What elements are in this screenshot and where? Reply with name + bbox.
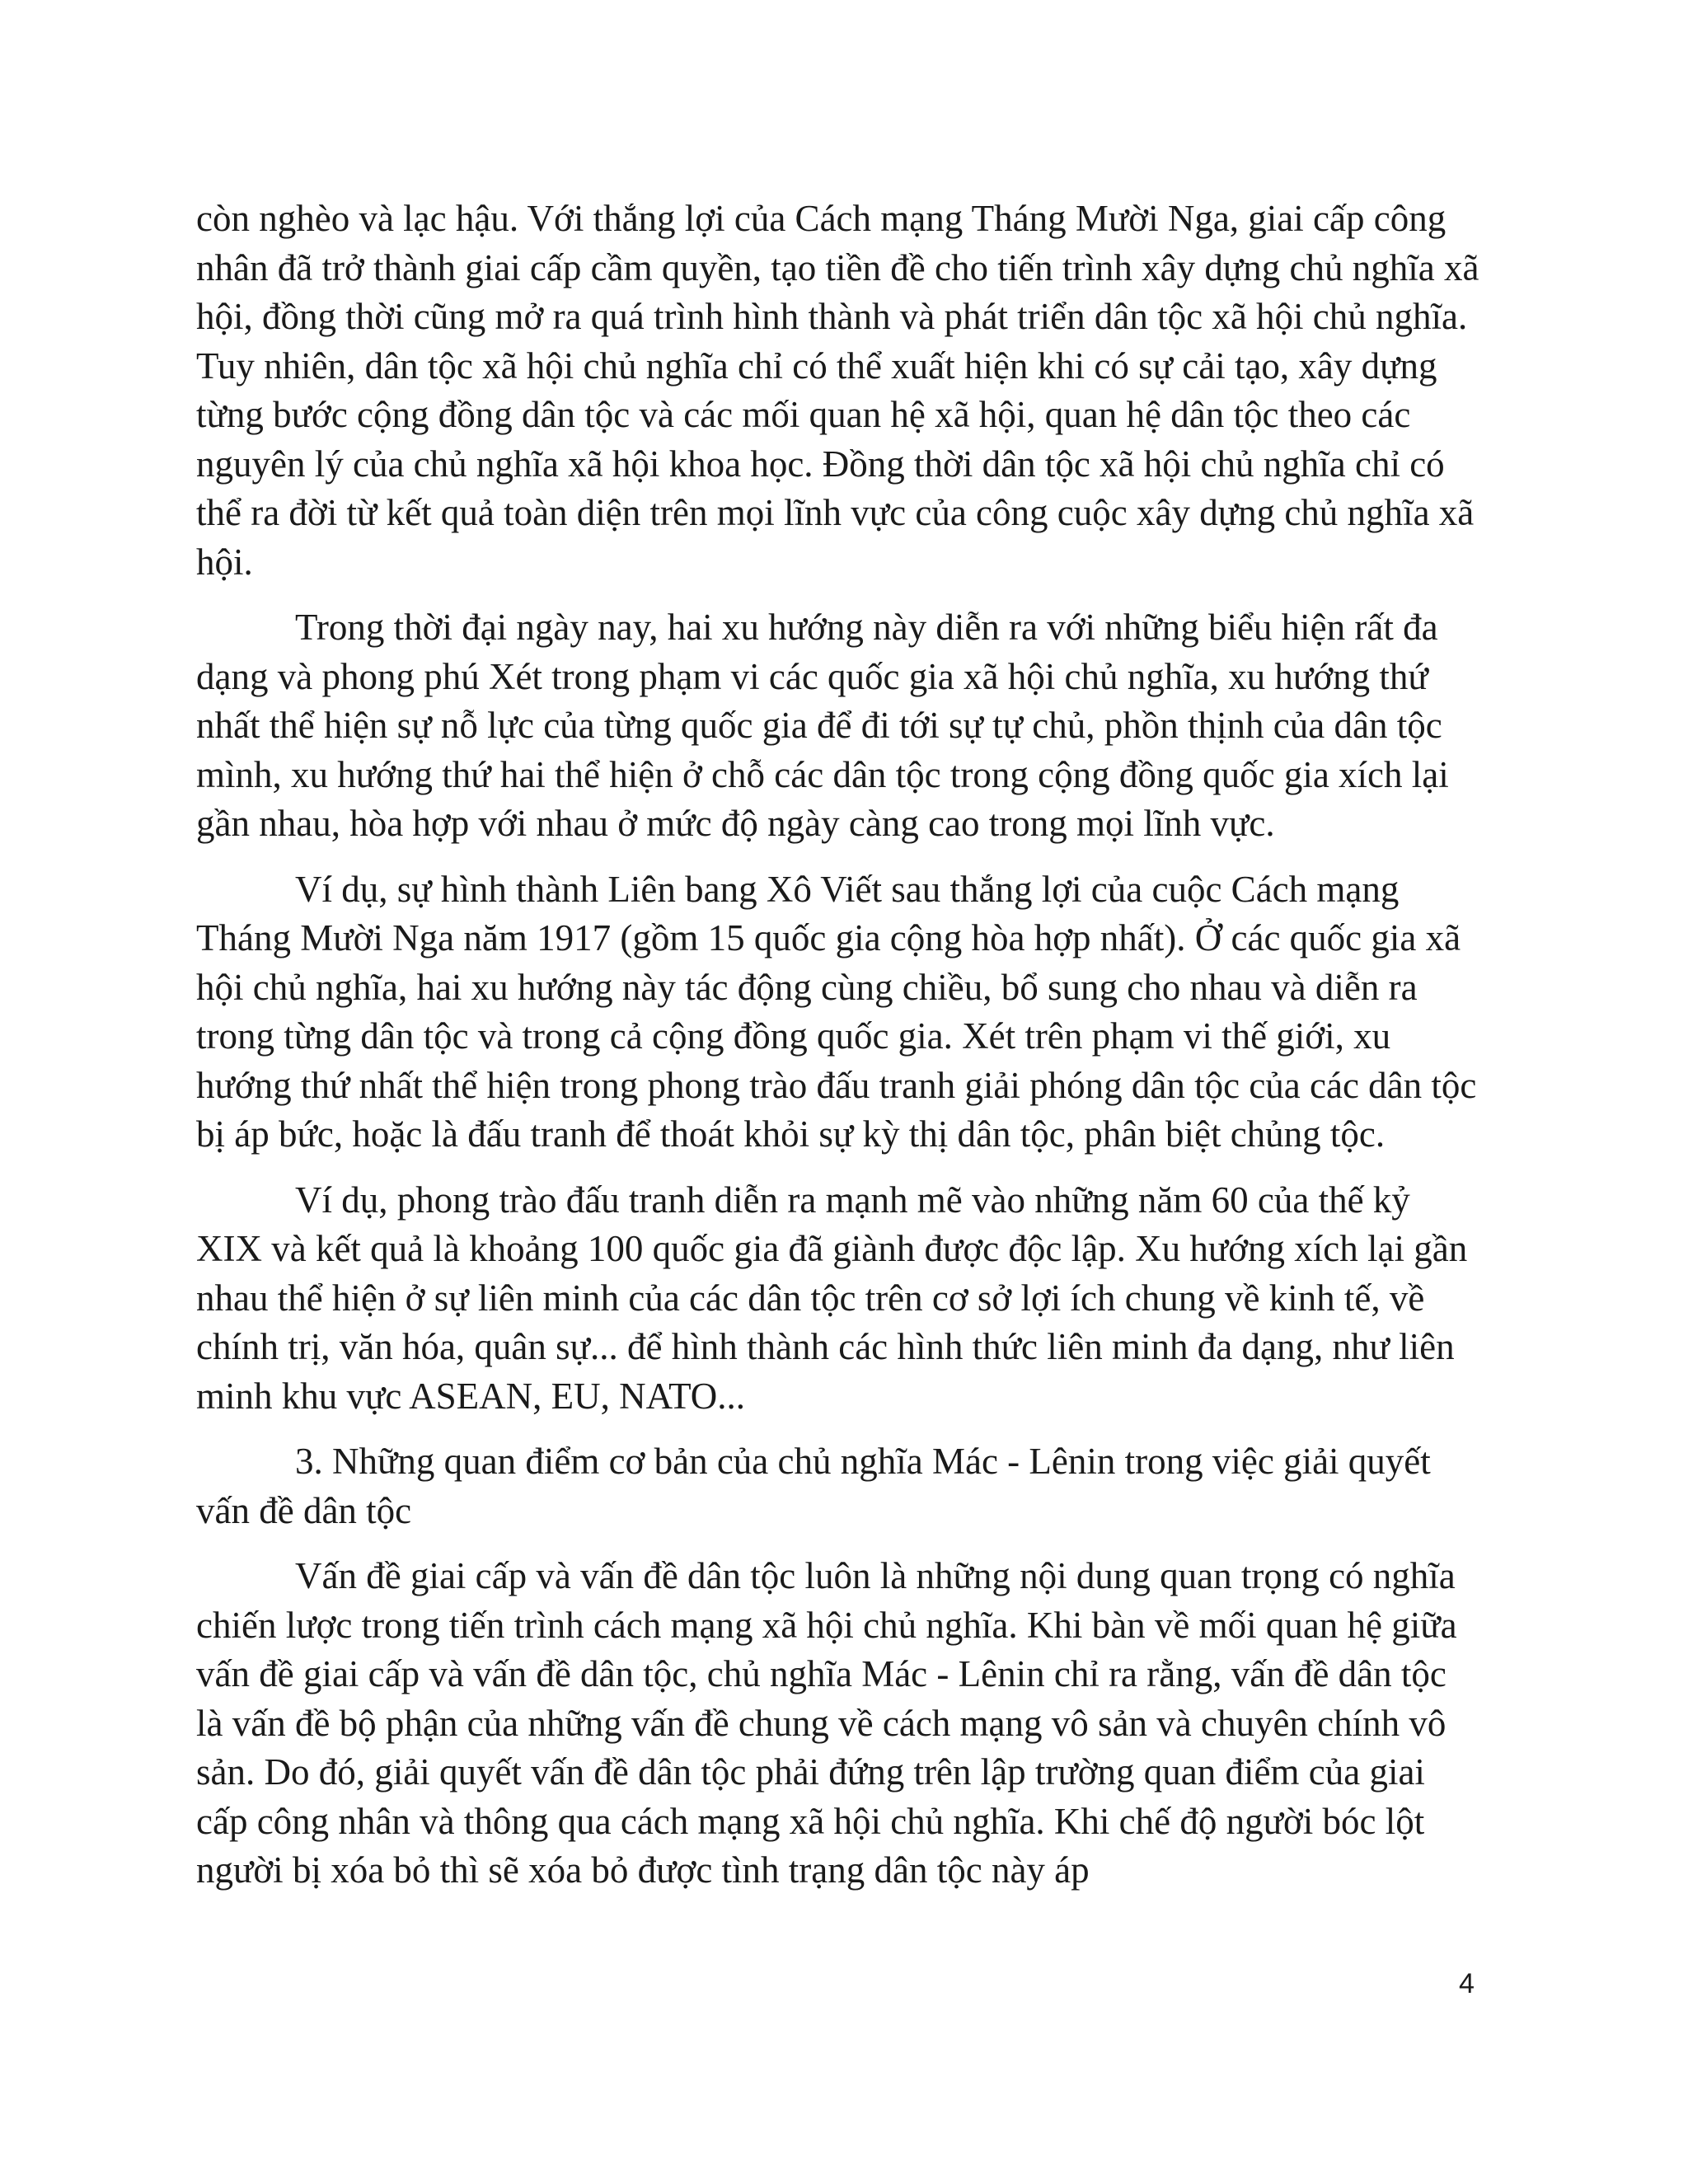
section-heading: 3. Những quan điểm cơ bản của chủ nghĩa Mác - Lênin trong việc giải quyết vấn đề dân tộc xyxy=(196,1441,1431,1531)
paragraph-two-trends: Trong thời đại ngày nay, hai xu hướng này diễn ra với những biểu hiện rất đa dạng và phong phú Xét trong phạm vi các quốc gia xã hội chủ nghĩa, xu hướng thứ nhất thể hiện sự nỗ lực của từng quốc gia để đi tới sự tự chủ, phồn thịnh của dân tộc mình, xu hướng thứ hai thể hiện ở chỗ các dân tộc trong cộng đồng quốc gia xích lại gần nhau, hòa hợp với nhau ở mức độ ngày càng cao trong mọi lĩnh vực. xyxy=(196,607,1449,844)
paragraph-class-and-nation: Vấn đề giai cấp và vấn đề dân tộc luôn là những nội dung quan trọng có nghĩa chiến lược trong tiến trình cách mạng xã hội chủ nghĩa. Khi bàn về mối quan hệ giữa vấn đề giai cấp và vấn đề dân tộc, chủ nghĩa Mác - Lênin chỉ ra rằng, vấn đề dân tộc là vấn đề bộ phận của những vấn đề chung về cách mạng vô sản và chuyên chính vô sản. Do đó, giải quyết vấn đề dân tộc phải đứng trên lập trường quan điểm của giai cấp công nhân và thông qua cách mạng xã hội chủ nghĩa. Khi chế độ người bóc lột người bị xóa bỏ thì sẽ xóa bỏ được tình trạng dân tộc này áp xyxy=(196,1555,1457,1891)
paragraph-continuation: còn nghèo và lạc hậu. Với thắng lợi của Cách mạng Tháng Mười Nga, giai cấp công nhân đã trở thành giai cấp cầm quyền, tạo tiền đề cho tiến trình xây dựng chủ nghĩa xã hội, đồng thời cũng mở ra quá trình hình thành và phát triển dân tộc xã hội chủ nghĩa. Tuy nhiên, dân tộc xã hội chủ nghĩa chỉ có thể xuất hiện khi có sự cải tạo, xây dựng từng bước cộng đồng dân tộc và các mối quan hệ xã hội, quan hệ dân tộc theo các nguyên lý của chủ nghĩa xã hội khoa học. Đồng thời dân tộc xã hội chủ nghĩa chỉ có thể ra đời từ kết quả toàn diện trên mọi lĩnh vực của công cuộc xây dựng chủ nghĩa xã hội. xyxy=(196,198,1479,583)
paragraph-independence-example: Ví dụ, phong trào đấu tranh diễn ra mạnh mẽ vào những năm 60 của thế kỷ XIX và kết quả là khoảng 100 quốc gia đã giành được độc lập. Xu hướng xích lại gần nhau thể hiện ở sự liên minh của các dân tộc trên cơ sở lợi ích chung về kinh tế, về chính trị, văn hóa, quân sự... để hình thành các hình thức liên minh đa dạng, như liên minh khu vực ASEAN, EU, NATO... xyxy=(196,1179,1468,1417)
page-number: 4 xyxy=(1459,1968,1475,1999)
body-text xyxy=(196,194,1482,1912)
paragraph-soviet-example: Ví dụ, sự hình thành Liên bang Xô Viết sau thắng lợi của cuộc Cách mạng Tháng Mười Nga năm 1917 (gồm 15 quốc gia cộng hòa hợp nhất). Ở các quốc gia xã hội chủ nghĩa, hai xu hướng này tác động cùng chiều, bổ sung cho nhau và diễn ra trong từng dân tộc và trong cả cộng đồng quốc gia. Xét trên phạm vi thế giới, xu hướng thứ nhất thể hiện trong phong trào đấu tranh giải phóng dân tộc của các dân tộc bị áp bức, hoặc là đấu tranh để thoát khỏi sự kỳ thị dân tộc, phân biệt chủng tộc. xyxy=(196,868,1477,1155)
